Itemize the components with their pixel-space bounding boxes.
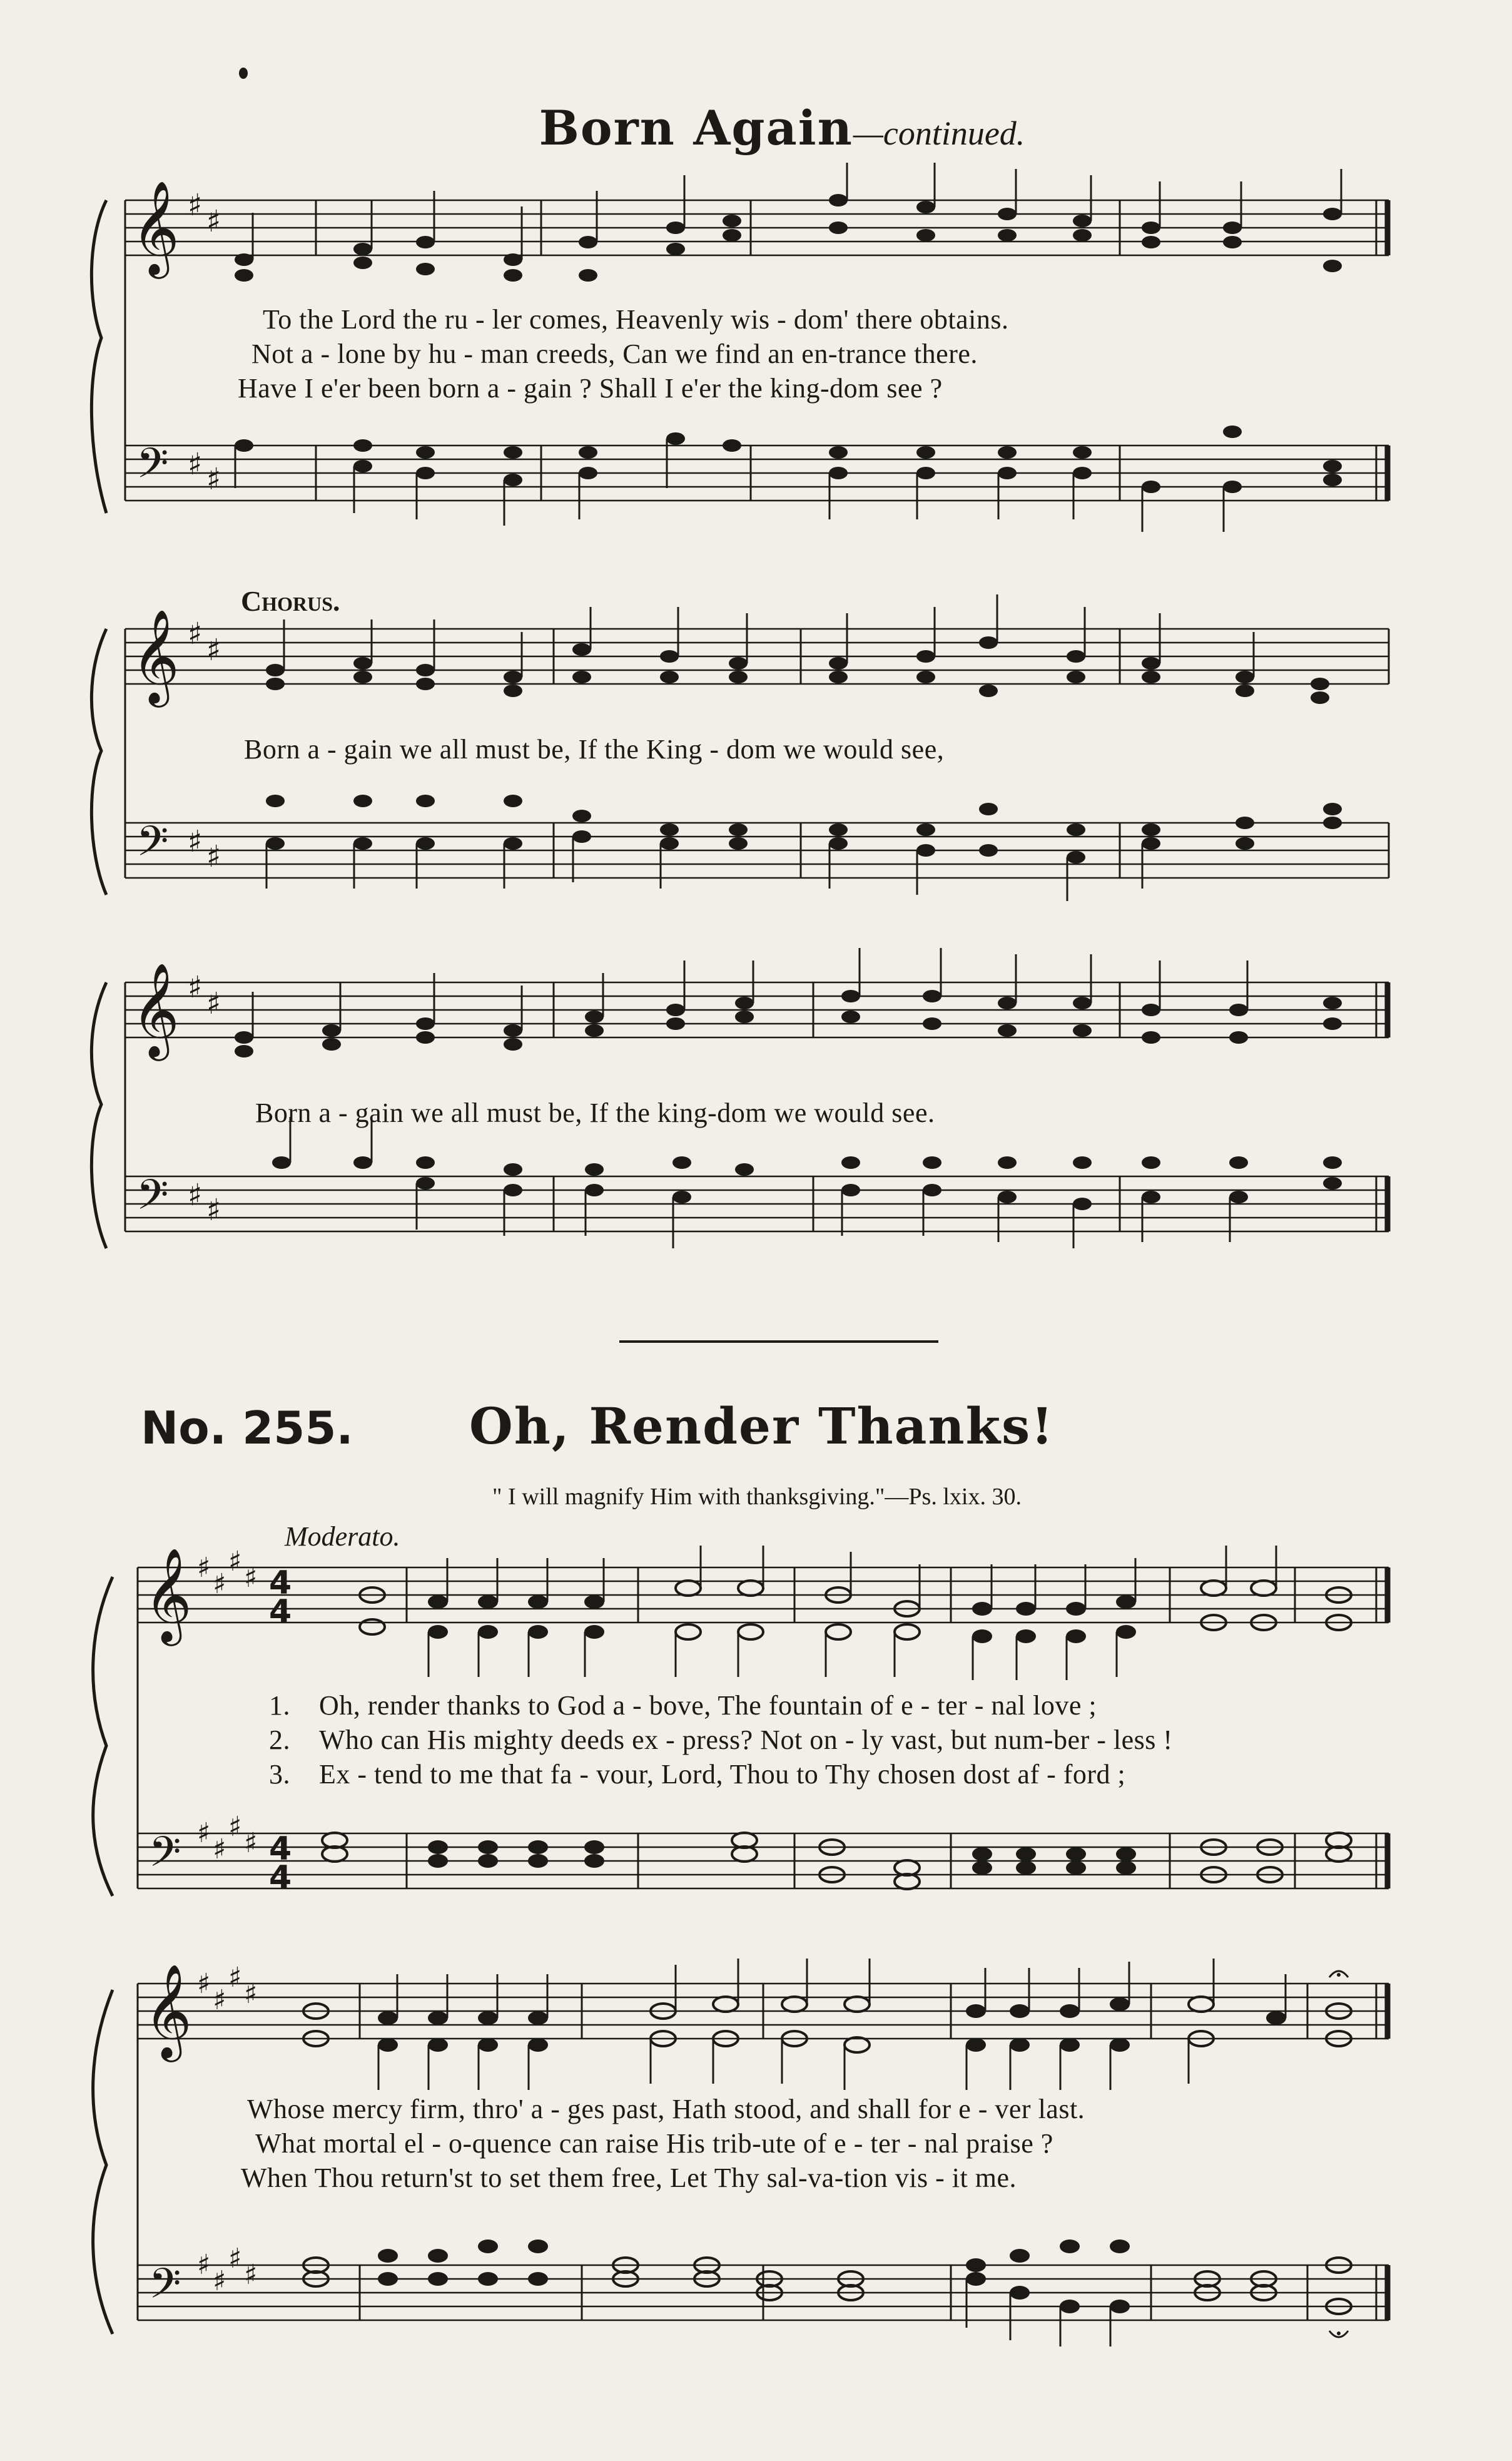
tempo-marking: Moderato.: [285, 1521, 400, 1552]
svg-text:♯: ♯: [228, 1811, 242, 1843]
svg-text:♯: ♯: [213, 1984, 226, 2016]
bass-time-sig-top: 4: [269, 1830, 292, 1868]
chorus-lyric-2: Born a - gain we all must be, If the king-dom we would see.: [255, 1098, 935, 1128]
verse-number-2: 2.: [269, 1725, 290, 1755]
svg-text:♯: ♯: [188, 616, 203, 651]
verse-number-1: 1.: [269, 1690, 290, 1721]
hymn-verse-3-line-b: When Thou return'st to set them free, Let Thy sal-va-tion vis - it me.: [241, 2163, 1017, 2193]
hymn-verse-2-line-b: What mortal el - o-quence can raise His trib-ute of e - ter - nal praise ?: [255, 2128, 1053, 2159]
svg-text:♯: ♯: [188, 1178, 203, 1213]
system-3: [88, 962, 1401, 1273]
continued-title: Born Again: [539, 100, 853, 156]
system-2-staves: [88, 608, 1401, 920]
hymn-verse-1-line-b: Whose mercy firm, thro' a - ges past, Hath stood, and shall for e - ver last.: [247, 2094, 1085, 2124]
svg-text:♯: ♯: [206, 986, 221, 1021]
hymn-title: Oh, Render Thanks!: [469, 1397, 1055, 1455]
svg-text:♯: ♯: [244, 1562, 258, 1594]
svg-text:♯: ♯: [228, 2243, 242, 2275]
system-4: [88, 1546, 1401, 1908]
svg-text:𝄞: 𝄞: [131, 608, 180, 703]
hymn-verse-3-line-a: [269, 1758, 1125, 1790]
svg-text:♯: ♯: [206, 1193, 221, 1228]
svg-text:♯: ♯: [188, 970, 203, 1005]
system-1: [88, 180, 1401, 538]
svg-text:𝄞: 𝄞: [144, 1963, 192, 2058]
svg-text:𝄢: 𝄢: [136, 439, 169, 497]
system-1-lyric-3: Have I e'er been born a - gain ? Shall I e'er the king-dom see ?: [238, 373, 943, 404]
svg-text:♯: ♯: [188, 824, 203, 859]
svg-text:♯: ♯: [244, 1827, 258, 1859]
svg-text:𝄢: 𝄢: [149, 2260, 181, 2318]
svg-text:♯: ♯: [213, 1833, 226, 1865]
svg-text:♯: ♯: [206, 462, 221, 497]
svg-text:♯: ♯: [244, 2259, 258, 2291]
system-1-lyric-2: Not a - lone by hu - man creeds, Can we find an en-trance there.: [251, 339, 978, 369]
section-divider: [619, 1340, 938, 1343]
svg-text:♯: ♯: [197, 1968, 211, 2000]
svg-text:𝄞: 𝄞: [131, 962, 180, 1057]
svg-text:♯: ♯: [244, 1978, 258, 2010]
svg-text:𝄢: 𝄢: [136, 817, 169, 875]
svg-text:♯: ♯: [206, 839, 221, 874]
svg-text:♯: ♯: [197, 1817, 211, 1849]
verse-2-text-a: Who can His mighty deeds ex - press? Not on - ly vast, but num-ber - less !: [319, 1725, 1173, 1755]
svg-text:𝄢: 𝄢: [136, 1171, 169, 1229]
verse-1-text-a: Oh, render thanks to God a - bove, The fountain of e - ter - nal love ;: [319, 1690, 1097, 1721]
hymn-epigraph: " I will magnify Him with thanksgiving."—Ps. lxix. 30.: [492, 1484, 1022, 1510]
chorus-label: Chorus.: [241, 585, 340, 617]
bass-time-sig-bottom: 4: [269, 1859, 292, 1897]
svg-text:♯: ♯: [228, 1546, 242, 1577]
system-5: [88, 1962, 1401, 2346]
svg-text:𝄢: 𝄢: [149, 1828, 181, 1886]
svg-text:♯: ♯: [213, 2265, 226, 2297]
hymn-number: No. 255.: [141, 1402, 353, 1454]
time-sig-top: 4: [269, 1564, 292, 1602]
svg-text:♯: ♯: [188, 188, 203, 223]
svg-text:♯: ♯: [206, 633, 221, 668]
system-1-lyric-1: To the Lord the ru - ler comes, Heavenly wis - dom' there obtains.: [263, 304, 1009, 335]
ink-dot: [239, 68, 248, 79]
svg-text:♯: ♯: [188, 447, 203, 482]
svg-text:𝄞: 𝄞: [131, 180, 180, 275]
svg-text:♯: ♯: [206, 204, 221, 239]
verse-3-text-a: Ex - tend to me that fa - vour, Lord, Thou to Thy chosen dost af - ford ;: [319, 1759, 1126, 1790]
page-header: [438, 100, 1126, 156]
svg-text:♯: ♯: [197, 2249, 211, 2281]
time-sig-bottom: 4: [269, 1593, 292, 1631]
hymn-verse-2-line-a: [269, 1724, 1173, 1756]
chorus-lyric-1: Born a - gain we all must be, If the King - dom we would see,: [244, 734, 945, 765]
system-2: [88, 608, 1401, 920]
verse-number-3: 3.: [269, 1759, 290, 1790]
svg-text:♯: ♯: [213, 1568, 226, 1600]
svg-text:♯: ♯: [228, 1962, 242, 1994]
hymn-verse-1-line-a: [269, 1689, 1097, 1721]
continued-label: —continued.: [853, 115, 1025, 152]
svg-text:𝄞: 𝄞: [144, 1547, 192, 1642]
svg-text:♯: ♯: [197, 1552, 211, 1584]
